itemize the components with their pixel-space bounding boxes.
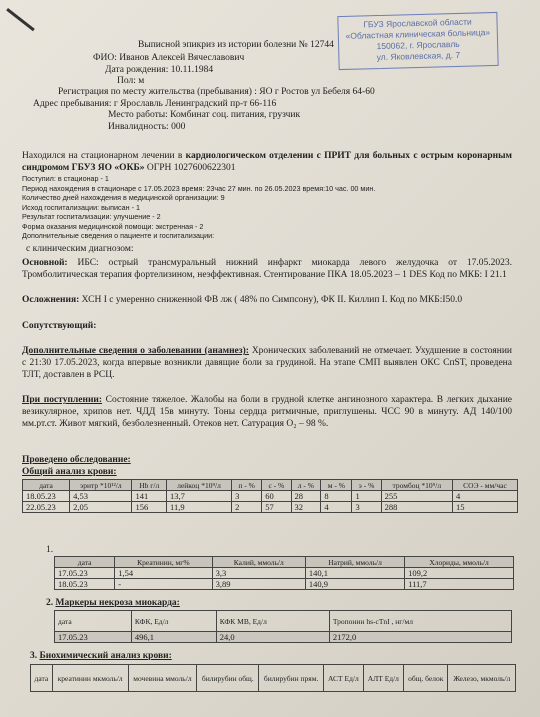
disability-value: 000 (171, 122, 186, 132)
column-header: АСТ Ед/л (323, 665, 363, 692)
column-header: л - % (291, 480, 321, 491)
table-cell: 4,53 (70, 491, 132, 502)
table-cell: 18.05.23 (23, 491, 70, 502)
column-header: эритр *10¹²/л (70, 480, 132, 491)
table-row (23, 502, 518, 513)
column-header: Калий, ммоль/л (212, 557, 305, 568)
anamnesis (22, 345, 512, 381)
meta-line: Исход госпитализации: выписан - 1 (22, 202, 140, 212)
table-cell: 4 (452, 491, 517, 502)
admission-status (22, 394, 512, 430)
column-header: дата (55, 557, 115, 568)
department-name: кардиологическом отделении с ПРИТ для больных с острым коронарным синдромом ГБУЗ ЯО «ОКБ» (22, 151, 512, 173)
complications-label: Осложнения: (22, 295, 80, 305)
table-cell: 22.05.23 (23, 502, 70, 513)
section-number: 1. (46, 545, 54, 555)
fio-label: ФИО: (93, 53, 117, 63)
table-cell: 3 (352, 502, 381, 513)
table-cell: 3,3 (212, 568, 305, 579)
table-cell: 1 (352, 491, 381, 502)
column-header: АЛТ Ед/л (363, 665, 403, 692)
workplace-label: Место работы: (108, 110, 168, 120)
main-diagnosis (22, 257, 512, 281)
table-cell: 60 (262, 491, 291, 502)
meta-line: Результат госпитализации: улучшение - 2 (22, 212, 161, 221)
column-header: тромбоц *10⁹/л (381, 480, 452, 491)
table-cell: 17.05.23 (55, 632, 132, 643)
workplace-value: Комбинат соц. питания, грузчик (170, 110, 301, 120)
column-header: м - % (321, 480, 352, 491)
biochemistry-heading (30, 651, 172, 662)
sex-row (117, 76, 144, 87)
table-cell: 255 (381, 491, 452, 502)
fio-value: Иванов Алексей Вячеславович (119, 53, 245, 63)
ogrn: ОГРН 1027600622301 (144, 163, 236, 173)
main-diagnosis-label: Основной: (22, 258, 68, 268)
biochemistry-table (30, 664, 516, 692)
column-header: дата (55, 611, 132, 632)
hospital-stamp (337, 12, 498, 70)
column-header: э - % (352, 480, 381, 491)
registration-row (58, 87, 375, 98)
complications-text: ХСН I с умеренно сниженной ФВ лж ( 48% по Симпсону), ФК II. Киллип I. Код по МКБ:I50.0 (79, 295, 463, 305)
main-diagnosis-text: ИБС: острый трансмуральный нижний инфаркт миокарда левого желудочка от 17.05.2023. Тромболитическая терапия фортелизином, неэффективная. Стентирование ПКА 18.05.2023 – 1 DES Код по МКБ: I 21.1 (22, 258, 512, 280)
stamp-line-3: 150062, г. Ярославль (376, 38, 460, 52)
column-header: креатинин мкмоль/л (52, 665, 128, 692)
section-number: 2. (46, 598, 54, 608)
meta-line: Форма оказания медицинской помощи: экстренная - 2 (22, 221, 204, 231)
column-header: билирубин прям. (259, 665, 324, 692)
table-row (55, 568, 514, 579)
admission-text: Состояние тяжелое. Жалобы на боли в грудной клетке ангинозного характера. В легких дыхание везикулярное, хрипов нет. ЧДД 15в минуту. Тоны сердца ритмичные, приглушены. ЧСС 90 в минуту. АД 140/100 мм.рт.ст. Живот мягкий, безболезненный. Отеков нет. Сатурация O₂ – 98 %. (22, 395, 512, 429)
necrosis-markers-table (54, 610, 512, 643)
table-cell: 15 (452, 502, 517, 513)
anamnesis-text: Хронических заболеваний не отмечает. Ухудшение в состоянии с 21:30 17.05.2023, когда впервые возникли давящие боли за грудиной. На этапе СМП выявлен ОКС СпST, проведена ТЛТ, доставлен в РСЦ. (22, 346, 513, 380)
table-cell: 4 (321, 502, 352, 513)
disability-label: Инвалидность: (108, 122, 169, 132)
table-header-row (31, 665, 516, 692)
dob-row (105, 65, 213, 76)
column-header: Креатинин, мг% (115, 557, 212, 568)
table-cell: 3,89 (212, 579, 305, 590)
column-header: лейкоц *10⁹/л (167, 480, 232, 491)
intro-paragraph (22, 150, 512, 174)
biochemistry-title: Биохимический анализ крови: (39, 651, 172, 661)
necrosis-heading (46, 598, 180, 609)
pen-mark (6, 8, 35, 31)
table-cell: 288 (381, 502, 452, 513)
concomitant-label: Сопутствующий: (22, 321, 97, 331)
necrosis-title: Маркеры некроза миокарда: (55, 598, 180, 608)
meta-line: Количество дней нахождения в медицинской организации: 9 (22, 193, 225, 202)
table-cell: 57 (262, 502, 291, 513)
table-cell: 13,7 (167, 491, 232, 502)
table-cell: 18.05.23 (55, 579, 115, 590)
column-header: Натрий, ммоль/л (305, 557, 404, 568)
registration-label: Регистрация по месту жительства (пребывания) : (58, 87, 257, 97)
stay-address-label: Адрес пребывания: (33, 99, 112, 109)
table-cell: 156 (132, 502, 167, 513)
column-header: п - % (232, 480, 262, 491)
dob-value: 10.11.1984 (170, 65, 214, 75)
sex-label: Пол: (117, 76, 136, 86)
column-header: с - % (262, 480, 291, 491)
admission-label: При поступлении: (22, 395, 103, 405)
disability-row (108, 122, 185, 133)
clinical-diagnosis-heading: с клиническим диагнозом: (26, 244, 134, 254)
table-cell: 3 (232, 491, 262, 502)
stamp-line-2: «Областная клиническая больница» (345, 27, 491, 41)
table-cell: 140,9 (305, 579, 404, 590)
sex-value: м (138, 76, 145, 86)
cbc-heading: Общий анализ крови: (22, 467, 117, 477)
registration-value: ЯО г Ростов ул Бебеля 64-60 (259, 87, 375, 97)
table-cell: 17.05.23 (55, 568, 115, 579)
table-row (23, 491, 518, 502)
hospitalization-meta (22, 174, 375, 241)
table-cell: 2 (232, 502, 262, 513)
column-header: КФК МВ, Ед/л (216, 611, 329, 632)
column-header: Тропонин hs-cTnI , нг/мл (329, 611, 511, 632)
exam-heading: Проведено обследование: (22, 455, 131, 465)
table-cell: 2,05 (70, 502, 132, 513)
table-cell: 2172,0 (329, 632, 511, 643)
stamp-line-1: ГБУЗ Ярославской области (363, 16, 472, 30)
intro-text: Находился на стационарном лечении в (22, 151, 186, 161)
table-cell: 496,1 (131, 632, 216, 643)
table-cell: 28 (291, 491, 321, 502)
meta-line: Период нахождения в стационаре с 17.05.2023 время: 23час 27 мин. по 26.05.2023 время:10 час. 00 мин. (22, 183, 376, 193)
column-header: СОЭ - мм/час (452, 480, 517, 491)
meta-line: Дополнительные сведения о пациенте и госпитализации: (22, 231, 215, 240)
table-header-row (55, 557, 514, 568)
table-cell: 32 (291, 502, 321, 513)
table-row (55, 632, 512, 643)
table-cell: 24,0 (216, 632, 329, 643)
column-header: КФК, Ед/л (131, 611, 216, 632)
column-header: Железо, мкмоль/л (448, 665, 516, 692)
document-title: Выписной эпикриз из истории болезни № 12744 (138, 40, 334, 50)
column-header: мочевина ммоль/л (128, 665, 197, 692)
column-header: общ. белок (403, 665, 448, 692)
complications (22, 294, 512, 306)
column-header: дата (31, 665, 53, 692)
table-cell: - (115, 579, 212, 590)
fio-row (93, 53, 244, 64)
column-header: Hb г/л (132, 480, 167, 491)
table-cell: 141 (132, 491, 167, 502)
meta-line: Поступил: в стационар - 1 (22, 174, 109, 183)
anamnesis-label: Дополнительные сведения о заболевании (анамнез): (22, 346, 249, 356)
column-header: билирубин общ. (197, 665, 259, 692)
section-number: 3. (30, 651, 38, 661)
table-header-row (55, 611, 512, 632)
dob-label: Дата рождения: (105, 65, 169, 75)
table-cell: 1,54 (115, 568, 212, 579)
column-header: дата (23, 480, 70, 491)
workplace-row (108, 110, 300, 121)
stay-address-value: г Ярославль Ленинградский пр-т 66-116 (113, 99, 277, 109)
table-cell: 140,1 (305, 568, 404, 579)
table-cell: 8 (321, 491, 352, 502)
chemistry-table (54, 556, 514, 590)
table-cell: 111,7 (405, 579, 514, 590)
table-header-row (23, 480, 518, 491)
table-cell: 109,2 (405, 568, 514, 579)
column-header: Хлориды, ммоль/л (405, 557, 514, 568)
table-cell: 11,9 (167, 502, 232, 513)
stay-address-row (33, 99, 276, 110)
cbc-table (22, 479, 518, 513)
table-row (55, 579, 514, 590)
stamp-line-4: ул. Яковлевская, д. 7 (376, 49, 461, 63)
